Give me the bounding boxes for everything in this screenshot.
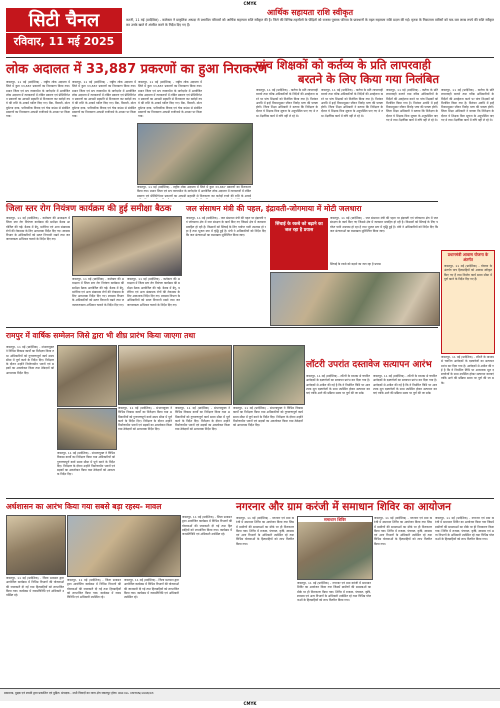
minister-body: जबलपुर, 11 मई (प्रादेशिक) - जल संसाधन मंत्री की पहल पर इंद्रावती एवं जोगमाया क्षेत्र में जल संरक्षण के कार्य किए गए जिससे क्षेत्र में जलधारा प्रवाहित हो रही है। किसानों को सिंचाई के लिए पर्याप्त पानी उपलब्ध हो रहा है तथा भूजल स्तर में वृद्धि हुई है। मंत्री ने अधिकारियों को निर्देश दिए कि जल संरचनाओं का रखरखाव सुनिश्चित किया जाए। [186, 216, 266, 238]
minister-highlight-text: सिंचाई के रकबे को बढ़ाने का जल रहा है प्रयास [275, 222, 323, 233]
five-employees-body-4: जबलपुर, 11 मई (प्रादेशिक) - कर्तव्य के प्रति लापरवाही बरतने तथा वरिष्ठ अधिकारियों के निर्देशों की अवहेलना करने पर पांच शिक्षकों को निलंबित किया गया है। निलंबन अवधि में इन्हें नियमानुसार जीवन निर्वाह भत्ता की पात्रता होगी। जिला शिक्षा अधिकारी ने बताया कि निरीक्षण के दौरान ये शिक्षक बिना सूचना के अनुपस्थित पाए गए थे तथा शैक्षणिक कार्य में रुचि नहीं ले रहे थे। [441, 88, 494, 123]
cmyk-mark-bottom: CMYK [243, 701, 257, 706]
five-employees-headline-2: बरतने के लिए किया गया निलंबित [298, 72, 440, 86]
disease-control-headline: जिला स्तर रोग नियंत्रण कार्यक्रम की हुई समीक्षा बैठक [6, 204, 172, 214]
lottery-headline: लॉटरी उपरांत दस्तावेज सत्यापन आरंभ [306, 360, 432, 370]
side-box-title: प्रधानमंत्री आवास योजना के अंतर्गत [447, 252, 489, 262]
lower-left-body-3: जबलपुर, 11 मई (प्रादेशिक) - जिला प्रशासन द्वारा आयोजित कार्यक्रम में विभिन्न विभागों की योजनाओं की जानकारी दी गई तथा हितग्राहियों को लाभान्वित किया गया। कार्यक्रम में जनप्रतिनिधि एवं अधिकारी उपस्थित रहे। [124, 578, 179, 600]
disease-control-body-3: जबलपुर, 11 मई (प्रादेशिक) - कलेक्टर की अध्यक्षता में जिला स्तर रोग नियंत्रण कार्यक्रम की समीक्षा बैठक आयोजित की गई। बैठक में डेंगू, मलेरिया एवं अन्य संक्रामक रोगों की रोकथाम के लिए आवश्यक निर्देश दिए गए। स्वास्थ्य विभाग के अधिकारियों को सतत निगरानी रखने तथा जनजागरूकता अभियान चलाने के निर्देश दिए गए। [127, 277, 180, 307]
minister-highlight-box [270, 218, 328, 270]
lottery-body: जबलपुर, 11 मई (प्रादेशिक) - लॉटरी के माध्यम से चयनित आवेदकों के दस्तावेजों का सत्यापन प्रारंभ कर दिया गया है। आवेदकों से अपील की गई है कि वे निर्धारित तिथि पर आवश्यक मूल दस्तावेजों के साथ उपस्थित होकर सत्यापन करवाएं ताकि आगे की प्रक्रिया समय पर पूर्ण की जा सके। [306, 374, 370, 396]
inspection-body-4: जबलपुर, 11 मई (प्रादेशिक) - संभागायुक्त ने विभिन्न विकास कार्यों का निरीक्षण किया तथा अधिकारियों को गुणवत्तापूर्ण कार्य समय सीमा में पूर्ण करने के निर्देश दिए। निरीक्षण के दौरान उन्होंने निर्माणाधीन भवनों एवं सड़कों का अवलोकन किया तथा ठेकेदारों को आवश्यक निर्देश दिए। [175, 406, 230, 432]
side-box-body: जबलपुर, 11 मई (प्रादेशिक) - योजना के अंतर्गत पात्र हितग्राहियों को आवास स्वीकृत किए गए हैं तथा निर्माण कार्य समय सीमा में पूर्ण करने के निर्देश दिए गए हैं। [444, 264, 492, 281]
cmyk-mark-top: CMYK [243, 1, 257, 6]
five-employees-body-2: जबलपुर, 11 मई (प्रादेशिक) - कर्तव्य के प्रति लापरवाही बरतने तथा वरिष्ठ अधिकारियों के निर्देशों की अवहेलना करने पर पांच शिक्षकों को निलंबित किया गया है। निलंबन अवधि में इन्हें नियमानुसार जीवन निर्वाह भत्ता की पात्रता होगी। जिला शिक्षा अधिकारी ने बताया कि निरीक्षण के दौरान ये शिक्षक बिना सूचना के अनुपस्थित पाए गए थे तथा शैक्षणिक कार्य में रुचि नहीं ले रहे थे। [321, 88, 383, 118]
lok-adalat-caption: जबलपुर, 11 मई (प्रादेशिक) - राष्ट्रीय लोक अदालत में जिले में कुल 33,887 प्रकरणों का निराकरण किया गया। प्रधान जिला एवं सत्र न्यायाधीश के मार्गदर्शन में आयोजित लोक अदालत में न्यायालयों में लंबित प्रकरण एवं प्रीलिटिगेशन प्रकरणों का आपसी सहमति से निराकरण कर करोड़ों रुपये की राशि के अवार्ड [137, 185, 251, 198]
lower-left-body-4: जबलपुर, 11 मई (प्रादेशिक) - जिला प्रशासन द्वारा आयोजित कार्यक्रम में विभिन्न विभागों की योजनाओं की जानकारी दी गई तथा हितग्राहियों को लाभान्वित किया गया। कार्यक्रम में जनप्रतिनिधि एवं अधिकारी उपस्थित रहे। [182, 515, 232, 537]
top-story [126, 8, 494, 54]
lok-adalat-body: जबलपुर, 11 मई (प्रादेशिक) - राष्ट्रीय लोक अदालत में जिले में कुल 33,887 प्रकरणों का निराकरण किया गया। प्रधान जिला एवं सत्र न्यायाधीश के मार्गदर्शन में आयोजित लोक अदालत में न्यायालयों में लंबित प्रकरण एवं प्रीलिटिगेशन प्रकरणों का आपसी सहमति से निराकरण कर करोड़ों रुपये की राशि के अवार्ड पारित किए गए। बैंक, बिजली, मोटर दुर्घटना दावा, पारिवारिक विवाद एवं चेक बाउंस से संबंधित प्रकरणों का निराकरण आपसी राजीनामे के आधार पर किया गया। [6, 80, 70, 119]
camp-photo-caption: समाधान शिविर [298, 517, 372, 522]
inspection-photo-4 [233, 345, 305, 405]
inspection-body-3: जबलपुर, 11 मई (प्रादेशिक) - संभागायुक्त ने विभिन्न विकास कार्यों का निरीक्षण किया तथा अधिकारियों को गुणवत्तापूर्ण कार्य समय सीमा में पूर्ण करने के निर्देश दिए। निरीक्षण के दौरान उन्होंने निर्माणाधीन भवनों एवं सड़कों का अवलोकन किया तथा ठेकेदारों को आवश्यक निर्देश दिए। [118, 406, 172, 432]
camp-photo [297, 516, 373, 580]
masthead-date: रविवार, 11 मई 2025 [6, 32, 122, 51]
lok-adalat-body-3: जबलपुर, 11 मई (प्रादेशिक) - राष्ट्रीय लोक अदालत में जिले में कुल 33,887 प्रकरणों का निराकरण किया गया। प्रधान जिला एवं सत्र न्यायाधीश के मार्गदर्शन में आयोजित लोक अदालत में न्यायालयों में लंबित प्रकरण एवं प्रीलिटिगेशन प्रकरणों का आपसी सहमति से निराकरण कर करोड़ों रुपये की राशि के अवार्ड पारित किए गए। बैंक, बिजली, मोटर दुर्घटना दावा, पारिवारिक विवाद एवं चेक बाउंस से संबंधित प्रकरणों का निराकरण आपसी राजीनामे के आधार पर किया गया। [138, 80, 202, 119]
inspection-photo-1 [57, 345, 117, 407]
disease-control-body-2: जबलपुर, 11 मई (प्रादेशिक) - कलेक्टर की अध्यक्षता में जिला स्तर रोग नियंत्रण कार्यक्रम की समीक्षा बैठक आयोजित की गई। बैठक में डेंगू, मलेरिया एवं अन्य संक्रामक रोगों की रोकथाम के लिए आवश्यक निर्देश दिए गए। स्वास्थ्य विभाग के अधिकारियों को सतत निगरानी रखने तथा जनजागरूकता अभियान चलाने के निर्देश दिए गए। [72, 277, 124, 307]
lok-adalat-body-2: जबलपुर, 11 मई (प्रादेशिक) - राष्ट्रीय लोक अदालत में जिले में कुल 33,887 प्रकरणों का निराकरण किया गया। प्रधान जिला एवं सत्र न्यायाधीश के मार्गदर्शन में आयोजित लोक अदालत में न्यायालयों में लंबित प्रकरण एवं प्रीलिटिगेशन प्रकरणों का आपसी सहमति से निराकरण कर करोड़ों रुपये की राशि के अवार्ड पारित किए गए। बैंक, बिजली, मोटर दुर्घटना दावा, पारिवारिक विवाद एवं चेक बाउंस से संबंधित प्रकरणों का निराकरण आपसी राजीनामे के आधार पर किया गया। [72, 80, 136, 119]
five-employees-body: जबलपुर, 11 मई (प्रादेशिक) - कर्तव्य के प्रति लापरवाही बरतने तथा वरिष्ठ अधिकारियों के निर्देशों की अवहेलना करने पर पांच शिक्षकों को निलंबित किया गया है। निलंबन अवधि में इन्हें नियमानुसार जीवन निर्वाह भत्ता की पात्रता होगी। जिला शिक्षा अधिकारी ने बताया कि निरीक्षण के दौरान ये शिक्षक बिना सूचना के अनुपस्थित पाए गए थे तथा शैक्षणिक कार्य में रुचि नहीं ले रहे थे। [256, 88, 318, 118]
lottery-body-2: जबलपुर, 11 मई (प्रादेशिक) - लॉटरी के माध्यम से चयनित आवेदकों के दस्तावेजों का सत्यापन प्रारंभ कर दिया गया है। आवेदकों से अपील की गई है कि वे निर्धारित तिथि पर आवश्यक मूल दस्तावेजों के साथ उपस्थित होकर सत्यापन करवाएं ताकि आगे की प्रक्रिया समय पर पूर्ण की जा सके। [373, 374, 437, 396]
top-story-headline: आर्थिक सहायता राशि स्वीकृत [266, 8, 354, 17]
five-employees-body-3: जबलपुर, 11 मई (प्रादेशिक) - कर्तव्य के प्रति लापरवाही बरतने तथा वरिष्ठ अधिकारियों के निर्देशों की अवहेलना करने पर पांच शिक्षकों को निलंबित किया गया है। निलंबन अवधि में इन्हें नियमानुसार जीवन निर्वाह भत्ता की पात्रता होगी। जिला शिक्षा अधिकारी ने बताया कि निरीक्षण के दौरान ये शिक्षक बिना सूचना के अनुपस्थित पाए गए थे तथा शैक्षणिक कार्य में रुचि नहीं ले रहे थे। [386, 88, 438, 123]
footer [0, 688, 500, 701]
minister-body-2: जबलपुर, 11 मई (प्रादेशिक) - जल संसाधन मंत्री की पहल पर इंद्रावती एवं जोगमाया क्षेत्र में जल संरक्षण के कार्य किए गए जिससे क्षेत्र में जलधारा प्रवाहित हो रही है। किसानों को सिंचाई के लिए पर्याप्त पानी उपलब्ध हो रहा है तथा भूजल स्तर में वृद्धि हुई है। मंत्री ने अधिकारियों को निर्देश दिए कि जल संरचनाओं का रखरखाव सुनिश्चित किया जाए। [330, 216, 438, 233]
inspection-body-2: जबलपुर, 11 मई (प्रादेशिक) - संभागायुक्त ने विभिन्न विकास कार्यों का निरीक्षण किया तथा अधिकारियों को गुणवत्तापूर्ण कार्य समय सीमा में पूर्ण करने के निर्देश दिए। निरीक्षण के दौरान उन्होंने निर्माणाधीन भवनों एवं सड़कों का अवलोकन किया तथा ठेकेदारों को आवश्यक निर्देश दिए। [57, 451, 115, 477]
camp-headline: नगरनार और ग्राम करंजी में समाधान शिविर का आयोजन [236, 501, 451, 513]
lottery-body-3: जबलपुर, 11 मई (प्रादेशिक) - लॉटरी के माध्यम से चयनित आवेदकों के दस्तावेजों का सत्यापन प्रारंभ कर दिया गया है। आवेदकों से अपील की गई है कि वे निर्धारित तिथि पर आवश्यक मूल दस्तावेजों के साथ उपस्थित होकर सत्यापन करवाएं ताकि आगे की प्रक्रिया समय पर पूर्ण की जा सके। [441, 355, 494, 385]
minister-headline: जल संसाधन मंत्री की पहल, इंद्रावती-जोगमाया में मोटी जलधारा [186, 204, 362, 213]
footer-imprint: प्रकाशक, मुद्रक एवं स्वामी द्वारा प्रकाशित एवं मुद्रित। संपादक - सभी विवादों का न्याय क्षेत्र जबलपुर होगा। RNI No. MPHIN/1998/03 [4, 691, 154, 695]
masthead [6, 8, 122, 54]
camp-body: जबलपुर, 11 मई (प्रादेशिक) - नगरनार एवं ग्राम करंजी में समाधान शिविर का आयोजन किया गया जिसमें ग्रामीणों की समस्याओं का मौके पर ही निराकरण किया गया। शिविर में राजस्व, पंचायत, कृषि, स्वास्थ्य एवं अन्य विभागों के अधिकारी उपस्थित रहे तथा विभिन्न योजनाओं के हितग्राहियों को लाभ वितरित किया गया। [236, 516, 294, 546]
minister-photo [270, 272, 440, 326]
disease-control-body: जबलपुर, 11 मई (प्रादेशिक) - कलेक्टर की अध्यक्षता में जिला स्तर रोग नियंत्रण कार्यक्रम की समीक्षा बैठक आयोजित की गई। बैठक में डेंगू, मलेरिया एवं अन्य संक्रामक रोगों की रोकथाम के लिए आवश्यक निर्देश दिए गए। स्वास्थ्य विभाग के अधिकारियों को सतत निगरानी रखने तथा जनजागरूकता अभियान चलाने के निर्देश दिए गए। [6, 216, 70, 242]
divider [6, 201, 438, 202]
lok-adalat-photo [137, 123, 253, 185]
lower-left-photo-2 [67, 515, 181, 577]
inspection-photo-3 [118, 345, 232, 405]
side-box [441, 250, 495, 354]
disease-control-photo [72, 216, 182, 276]
lower-left-body: जबलपुर, 11 मई (प्रादेशिक) - जिला प्रशासन द्वारा आयोजित कार्यक्रम में विभिन्न विभागों की योजनाओं की जानकारी दी गई तथा हितग्राहियों को लाभान्वित किया गया। कार्यक्रम में जनप्रतिनिधि एवं अधिकारी उपस्थित रहे। [6, 576, 64, 598]
inspection-headline: रामपुर में वार्षिक सम्मेलन जिसे द्वारा भी शीघ्र प्रारंभ किया जाएगा तथा [6, 331, 196, 340]
lower-left-body-2: जबलपुर, 11 मई (प्रादेशिक) - जिला प्रशासन द्वारा आयोजित कार्यक्रम में विभिन्न विभागों की योजनाओं की जानकारी दी गई तथा हितग्राहियों को लाभान्वित किया गया। कार्यक्रम में जनप्रतिनिधि एवं अधिकारी उपस्थित रहे। [67, 578, 121, 600]
camp-body-3: जबलपुर, 11 मई (प्रादेशिक) - नगरनार एवं ग्राम करंजी में समाधान शिविर का आयोजन किया गया जिसमें ग्रामीणों की समस्याओं का मौके पर ही निराकरण किया गया। शिविर में राजस्व, पंचायत, कृषि, स्वास्थ्य एवं अन्य विभागों के अधिकारी उपस्थित रहे तथा विभिन्न योजनाओं के हितग्राहियों को लाभ वितरित किया गया। [374, 516, 432, 546]
lower-left-photo-1 [6, 515, 66, 575]
top-story-body: कटनी, 11 मई (प्रादेशिक) - कलेक्टर ने प्राकृतिक आपदा से प्रभावित परिवारों को आर्थिक सहायता राशि स्वीकृत की है। जिले की विभिन्न तहसीलों के पीड़ितों को राजस्व पुस्तक परिपत्र के प्रावधानों के तहत सहायता राशि प्रदान की गई। मृतक के निकटतम वारिसों को चार-चार लाख रुपये की राशि स्वीकृत कर उनके खाते में अंतरित करने के निर्देश दिए गए हैं। [126, 18, 494, 27]
lower-left-headline: अर्धशासन का आरंभ किया गया सबसे बड़ा रहस्य- मावल [6, 502, 162, 511]
inspection-photo-2 [57, 408, 117, 450]
divider [6, 327, 438, 328]
divider [6, 498, 494, 499]
inspection-body: जबलपुर, 11 मई (प्रादेशिक) - संभागायुक्त ने विभिन्न विकास कार्यों का निरीक्षण किया तथा अधिकारियों को गुणवत्तापूर्ण कार्य समय सीमा में पूर्ण करने के निर्देश दिए। निरीक्षण के दौरान उन्होंने निर्माणाधीन भवनों एवं सड़कों का अवलोकन किया तथा ठेकेदारों को आवश्यक निर्देश दिए। [6, 345, 54, 375]
camp-body-4: जबलपुर, 11 मई (प्रादेशिक) - नगरनार एवं ग्राम करंजी में समाधान शिविर का आयोजन किया गया जिसमें ग्रामीणों की समस्याओं का मौके पर ही निराकरण किया गया। शिविर में राजस्व, पंचायत, कृषि, स्वास्थ्य एवं अन्य विभागों के अधिकारी उपस्थित रहे तथा विभिन्न योजनाओं के हितग्राहियों को लाभ वितरित किया गया। [435, 516, 494, 542]
camp-body-2: जबलपुर, 11 मई (प्रादेशिक) - नगरनार एवं ग्राम करंजी में समाधान शिविर का आयोजन किया गया जिसमें ग्रामीणों की समस्याओं का मौके पर ही निराकरण किया गया। शिविर में राजस्व, पंचायत, कृषि, स्वास्थ्य एवं अन्य विभागों के अधिकारी उपस्थित रहे तथा विभिन्न योजनाओं के हितग्राहियों को लाभ वितरित किया गया। [297, 581, 371, 603]
minister-caption: सिंचाई के रकबे को बढ़ाने का जल रहा है प्रयास [330, 262, 381, 266]
masthead-title: सिटी चैनल [28, 10, 100, 31]
inspection-body-5: जबलपुर, 11 मई (प्रादेशिक) - संभागायुक्त ने विभिन्न विकास कार्यों का निरीक्षण किया तथा अधिकारियों को गुणवत्तापूर्ण कार्य समय सीमा में पूर्ण करने के निर्देश दिए। निरीक्षण के दौरान उन्होंने निर्माणाधीन भवनों एवं सड़कों का अवलोकन किया तथा ठेकेदारों को आवश्यक निर्देश दिए। [233, 406, 303, 428]
lok-adalat-headline: लोक अदालत में 33,887 प्रकरणों का हुआ निराकरण [6, 62, 268, 77]
five-employees-headline-1: पांच शिक्षकों को कर्तव्य के प्रति लापरवाही [256, 58, 431, 72]
